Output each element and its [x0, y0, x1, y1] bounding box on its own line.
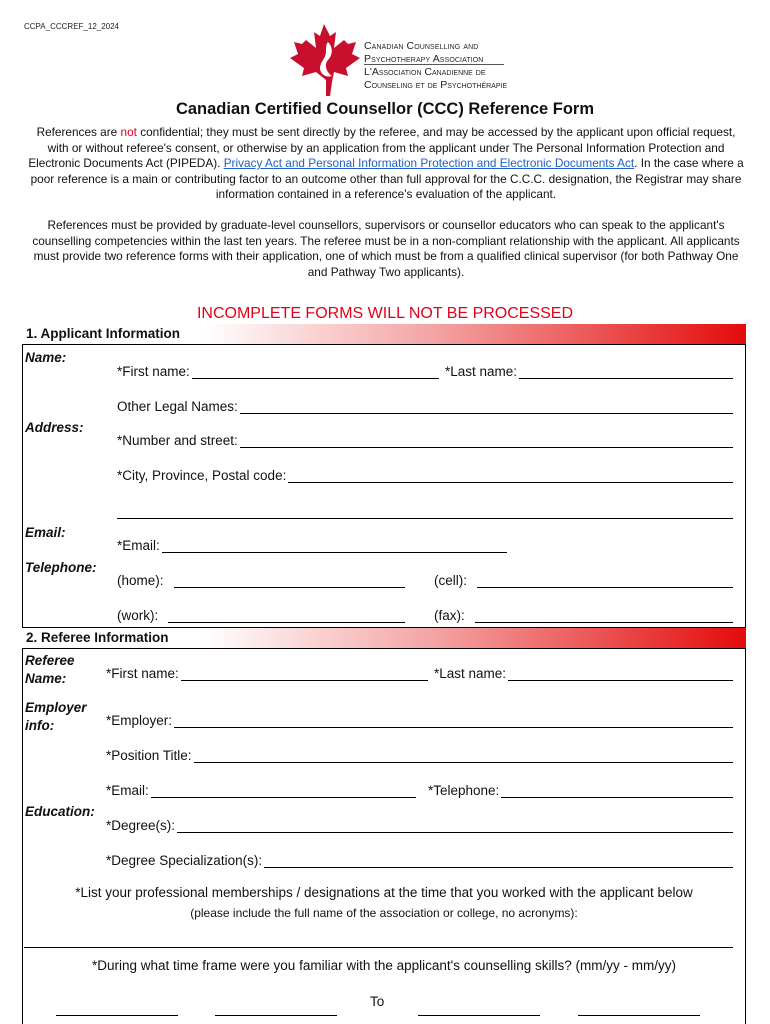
not-emphasis: not — [120, 125, 137, 139]
employer-line[interactable] — [174, 713, 733, 728]
label-name: Name: — [25, 350, 67, 365]
timeframe-end-month-line[interactable] — [418, 1014, 540, 1016]
street-field[interactable] — [117, 430, 733, 448]
street-label: *Number and street: — [117, 433, 238, 448]
section2-heading: 2. Referee Information — [22, 627, 746, 649]
applicant-first-name-field[interactable] — [117, 361, 439, 379]
home-label: (home): — [117, 573, 164, 588]
section1-heading: 1. Applicant Information — [22, 324, 746, 345]
last-name-line[interactable] — [519, 364, 733, 379]
privacy-act-link[interactable]: Privacy Act and Personal Information Protection and Electronic Documents Act — [223, 156, 635, 171]
timeframe-start-year-line[interactable] — [215, 1014, 337, 1016]
logo-text-english — [364, 40, 483, 65]
label-employer-line2: info: — [25, 718, 55, 733]
label-address: Address: — [25, 420, 84, 435]
referee-telephone-label: *Telephone: — [428, 783, 500, 798]
last-name-label: *Last name: — [445, 364, 518, 379]
referee-email-field[interactable] — [106, 780, 416, 798]
logo-text-french — [364, 66, 507, 91]
applicant-last-name-field[interactable] — [445, 361, 733, 379]
logo-en-line1: Canadian Counselling and — [364, 40, 479, 52]
label-employer-line1: Employer — [25, 700, 87, 715]
intro-paragraph-1 — [26, 125, 746, 203]
memberships-note: (please include the full name of the association or college, no acronyms): — [190, 906, 578, 920]
logo-fr-line2: Counseling et de Psychothérapie — [364, 78, 508, 91]
timeframe-question: *During what time frame were you familiar with the applicant's counselling skills? (mm/yy - mm/yy) — [91, 958, 676, 973]
referee-first-name-line[interactable] — [181, 666, 428, 681]
referee-telephone-line[interactable] — [501, 783, 733, 798]
city-line[interactable] — [288, 468, 733, 483]
position-line[interactable] — [194, 748, 733, 763]
city-province-postal-field[interactable] — [117, 465, 733, 483]
label-telephone: Telephone: — [25, 560, 97, 575]
cell-phone-field[interactable] — [434, 570, 733, 588]
referee-last-name-field[interactable] — [434, 663, 733, 681]
email-label: *Email: — [117, 538, 160, 553]
logo-en-line2: Psychotherapy Association — [364, 52, 484, 65]
applicant-email-field[interactable] — [117, 535, 507, 553]
intro-paragraph-2: References must be provided by graduate-level counsellors, supervisors or counsellor educators who can speak to the applicant's counselling competencies within the last ten years. The referee must be in a non-compliant relationship with the applicant. All applicants must provide two reference forms with their application, one of which must be from a qualified clinical supervisor (for both Pathway One and Pathway Two applicants). — [32, 218, 740, 279]
timeframe-to-label: To — [370, 994, 385, 1009]
memberships-question: *List your professional memberships / designations at the time that you worked with the applicant below — [75, 885, 693, 900]
work-phone-field[interactable] — [117, 605, 405, 623]
home-phone-field[interactable] — [117, 570, 405, 588]
position-title-field[interactable] — [106, 745, 733, 763]
position-label: *Position Title: — [106, 748, 192, 763]
employer-label: *Employer: — [106, 713, 173, 728]
specialization-label: *Degree Specialization(s): — [106, 853, 263, 868]
referee-last-name-line[interactable] — [508, 666, 733, 681]
cell-line[interactable] — [477, 573, 733, 588]
label-referee-line2: Name: — [25, 671, 67, 686]
label-referee-line1: Referee — [25, 653, 75, 668]
label-referee-name — [25, 652, 75, 688]
address-extra-line[interactable] — [117, 517, 733, 519]
label-education: Education: — [25, 804, 95, 819]
specialization-line[interactable] — [264, 853, 733, 868]
referee-email-label: *Email: — [106, 783, 149, 798]
referee-first-name-label: *First name: — [106, 666, 179, 681]
fax-field[interactable] — [434, 605, 733, 623]
degrees-field[interactable] — [106, 815, 733, 833]
label-email: Email: — [25, 525, 66, 540]
intro-text-b: confidential; they must be sent directly by the referee, and may be accessed by the applicant upon official request, with or without referee's consent, or otherwise by an application from the applicant under The Personal Information Protection and Electronic Documents Act (PIPEDA). — [28, 125, 736, 171]
referee-email-line[interactable] — [151, 783, 416, 798]
work-line[interactable] — [168, 608, 405, 623]
street-line[interactable] — [240, 433, 733, 448]
degree-specialization-field[interactable] — [106, 850, 733, 868]
referee-last-name-label: *Last name: — [434, 666, 507, 681]
document-code: CCPA_CCCREF_12_2024 — [24, 22, 120, 31]
referee-telephone-field[interactable] — [428, 780, 733, 798]
timeframe-end-year-line[interactable] — [578, 1014, 700, 1016]
email-line[interactable] — [162, 538, 507, 553]
timeframe-start-month-line[interactable] — [56, 1014, 178, 1016]
memberships-line[interactable] — [24, 946, 733, 948]
fax-label: (fax): — [434, 608, 465, 623]
city-label: *City, Province, Postal code: — [117, 468, 287, 483]
employer-field[interactable] — [106, 710, 733, 728]
degrees-line[interactable] — [177, 818, 733, 833]
intro-text-c: . In the case where a poor reference is a main or contributing factor to an outcome other than full approval for the C.C.C. designation, the Registrar may share information contained in a reference’s evaluation of the applicant. — [30, 156, 744, 202]
incomplete-notice: INCOMPLETE FORMS WILL NOT BE PROCESSED — [196, 305, 574, 322]
other-names-label: Other Legal Names: — [117, 399, 238, 414]
label-employer-info — [25, 699, 87, 735]
logo-fr-line1: L'Association Canadienne de — [364, 66, 486, 78]
work-label: (work): — [117, 608, 159, 623]
first-name-label: *First name: — [117, 364, 190, 379]
cell-label: (cell): — [434, 573, 467, 588]
other-names-line[interactable] — [240, 399, 733, 414]
logo-divider — [364, 64, 504, 65]
home-line[interactable] — [174, 573, 405, 588]
fax-line[interactable] — [475, 608, 733, 623]
form-title: Canadian Certified Counsellor (CCC) Reference Form — [175, 100, 595, 118]
other-legal-names-field[interactable] — [117, 396, 733, 414]
first-name-line[interactable] — [192, 364, 439, 379]
intro-text-a: References are — [36, 125, 121, 139]
degrees-label: *Degree(s): — [106, 818, 176, 833]
referee-first-name-field[interactable] — [106, 663, 428, 681]
